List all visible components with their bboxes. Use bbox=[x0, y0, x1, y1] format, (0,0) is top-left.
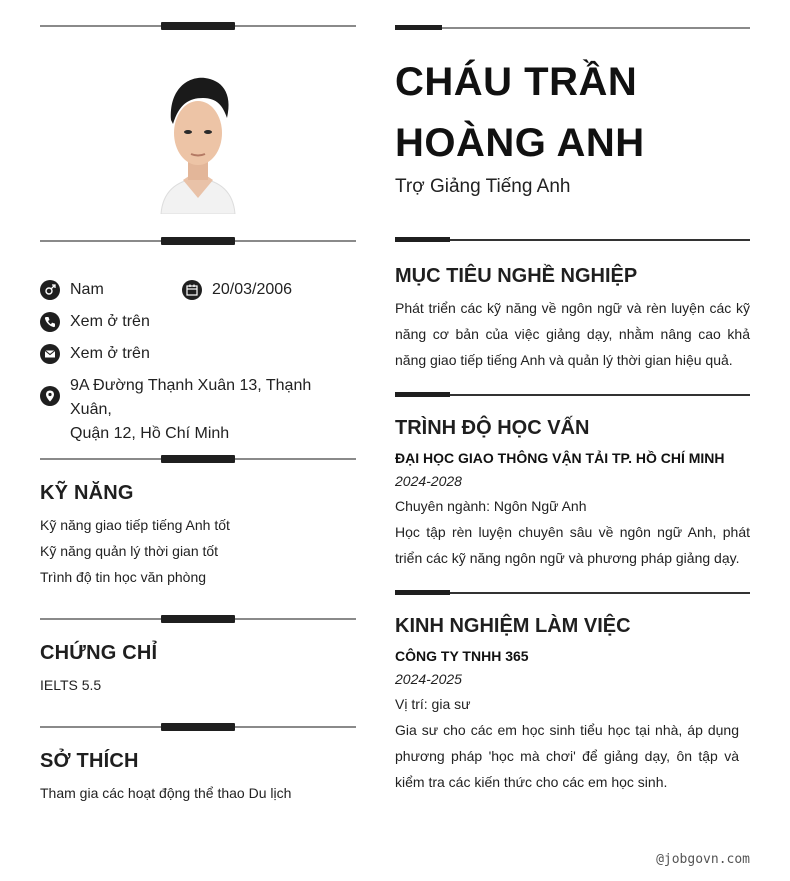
divider-certificates bbox=[40, 618, 356, 620]
name-line-1: CHÁU TRẦN bbox=[395, 60, 638, 104]
divider-hobbies bbox=[40, 726, 356, 728]
objective-text bbox=[395, 295, 750, 373]
objective-title: MỤC TIÊU NGHỀ NGHIỆP bbox=[395, 265, 638, 287]
experience-line: Gia sư cho các em học sinh tiểu học tại nhà, áp dụng bbox=[395, 722, 739, 738]
experience-line: phương pháp 'học mà chơi' để giảng dạy, ôn tập và bbox=[395, 748, 739, 764]
divider-skills bbox=[40, 458, 356, 460]
name-line-2: HOÀNG ANH bbox=[395, 121, 645, 165]
certificates-title: CHỨNG CHỈ bbox=[40, 642, 158, 664]
experience-title: KINH NGHIỆM LÀM VIỆC bbox=[395, 615, 631, 637]
address-line-1: 9A Đường Thạnh Xuân 13, Thạnh Xuân, bbox=[70, 377, 312, 418]
objective-line: Phát triển các kỹ năng về ngôn ngữ và rèn luyện các kỹ bbox=[395, 300, 750, 316]
list-item: Tham gia các hoạt động thể thao Du lịch bbox=[40, 785, 292, 801]
divider-education bbox=[395, 394, 750, 396]
phone-icon bbox=[40, 312, 60, 332]
education-text bbox=[395, 519, 750, 571]
contact-email bbox=[40, 342, 150, 366]
email-icon bbox=[40, 344, 60, 364]
contact-address bbox=[40, 374, 356, 446]
divider-top-left bbox=[40, 25, 356, 27]
contact-phone bbox=[40, 310, 150, 334]
objective-line: năng giao tiếp tiếng Anh và quản lý thời gian hiệu quả. bbox=[395, 352, 733, 368]
hobbies-list bbox=[40, 780, 291, 806]
contact-gender bbox=[40, 278, 104, 302]
skills-list bbox=[40, 512, 230, 590]
school-name: ĐẠI HỌC GIAO THÔNG VẬN TẢI TP. HỒ CHÍ MINH bbox=[395, 450, 725, 466]
calendar-icon bbox=[182, 280, 202, 300]
certificates-list bbox=[40, 672, 101, 698]
location-icon bbox=[40, 386, 60, 406]
education-period: 2024-2028 bbox=[395, 473, 462, 489]
email-value: Xem ở trên bbox=[70, 345, 150, 362]
company-name: CÔNG TY TNHH 365 bbox=[395, 648, 529, 664]
experience-period: 2024-2025 bbox=[395, 671, 462, 687]
full-name bbox=[395, 52, 645, 174]
watermark: @jobgovn.com bbox=[656, 852, 750, 867]
hobbies-title: SỞ THÍCH bbox=[40, 750, 139, 772]
education-major: Chuyên ngành: Ngôn Ngữ Anh bbox=[395, 498, 587, 514]
divider-top-right bbox=[395, 27, 750, 29]
experience-line: kiểm tra các kiến thức cho các em học sinh. bbox=[395, 774, 668, 790]
gender-icon bbox=[40, 280, 60, 300]
objective-line: năng cơ bản của việc giảng dạy, nhằm nâng cao khả bbox=[395, 326, 750, 342]
list-item: Trình độ tin học văn phòng bbox=[40, 569, 207, 585]
birthday-value: 20/03/2006 bbox=[212, 281, 293, 298]
list-item: IELTS 5.5 bbox=[40, 677, 102, 693]
divider-experience bbox=[395, 592, 750, 594]
address-line-2: Quận 12, Hồ Chí Minh bbox=[70, 425, 230, 442]
list-item: Kỹ năng quản lý thời gian tốt bbox=[40, 543, 219, 559]
address-value bbox=[70, 374, 356, 446]
education-line: triển các kỹ năng ngôn ngữ và phương pháp giảng dạy. bbox=[395, 550, 740, 566]
gender-value: Nam bbox=[70, 281, 104, 298]
education-line: Học tập rèn luyện chuyên sâu về ngôn ngữ Anh, phát bbox=[395, 524, 750, 540]
list-item: Kỹ năng giao tiếp tiếng Anh tốt bbox=[40, 517, 230, 533]
skills-title: KỸ NĂNG bbox=[40, 482, 134, 504]
phone-value: Xem ở trên bbox=[70, 313, 150, 330]
divider-below-photo bbox=[40, 240, 356, 242]
job-title: Trợ Giảng Tiếng Anh bbox=[395, 176, 571, 197]
experience-position: Vị trí: gia sư bbox=[395, 696, 471, 712]
profile-photo bbox=[143, 58, 253, 214]
education-title: TRÌNH ĐỘ HỌC VẤN bbox=[395, 417, 590, 439]
divider-objective bbox=[395, 239, 750, 241]
contact-birthday bbox=[182, 278, 292, 302]
experience-text bbox=[395, 717, 739, 795]
